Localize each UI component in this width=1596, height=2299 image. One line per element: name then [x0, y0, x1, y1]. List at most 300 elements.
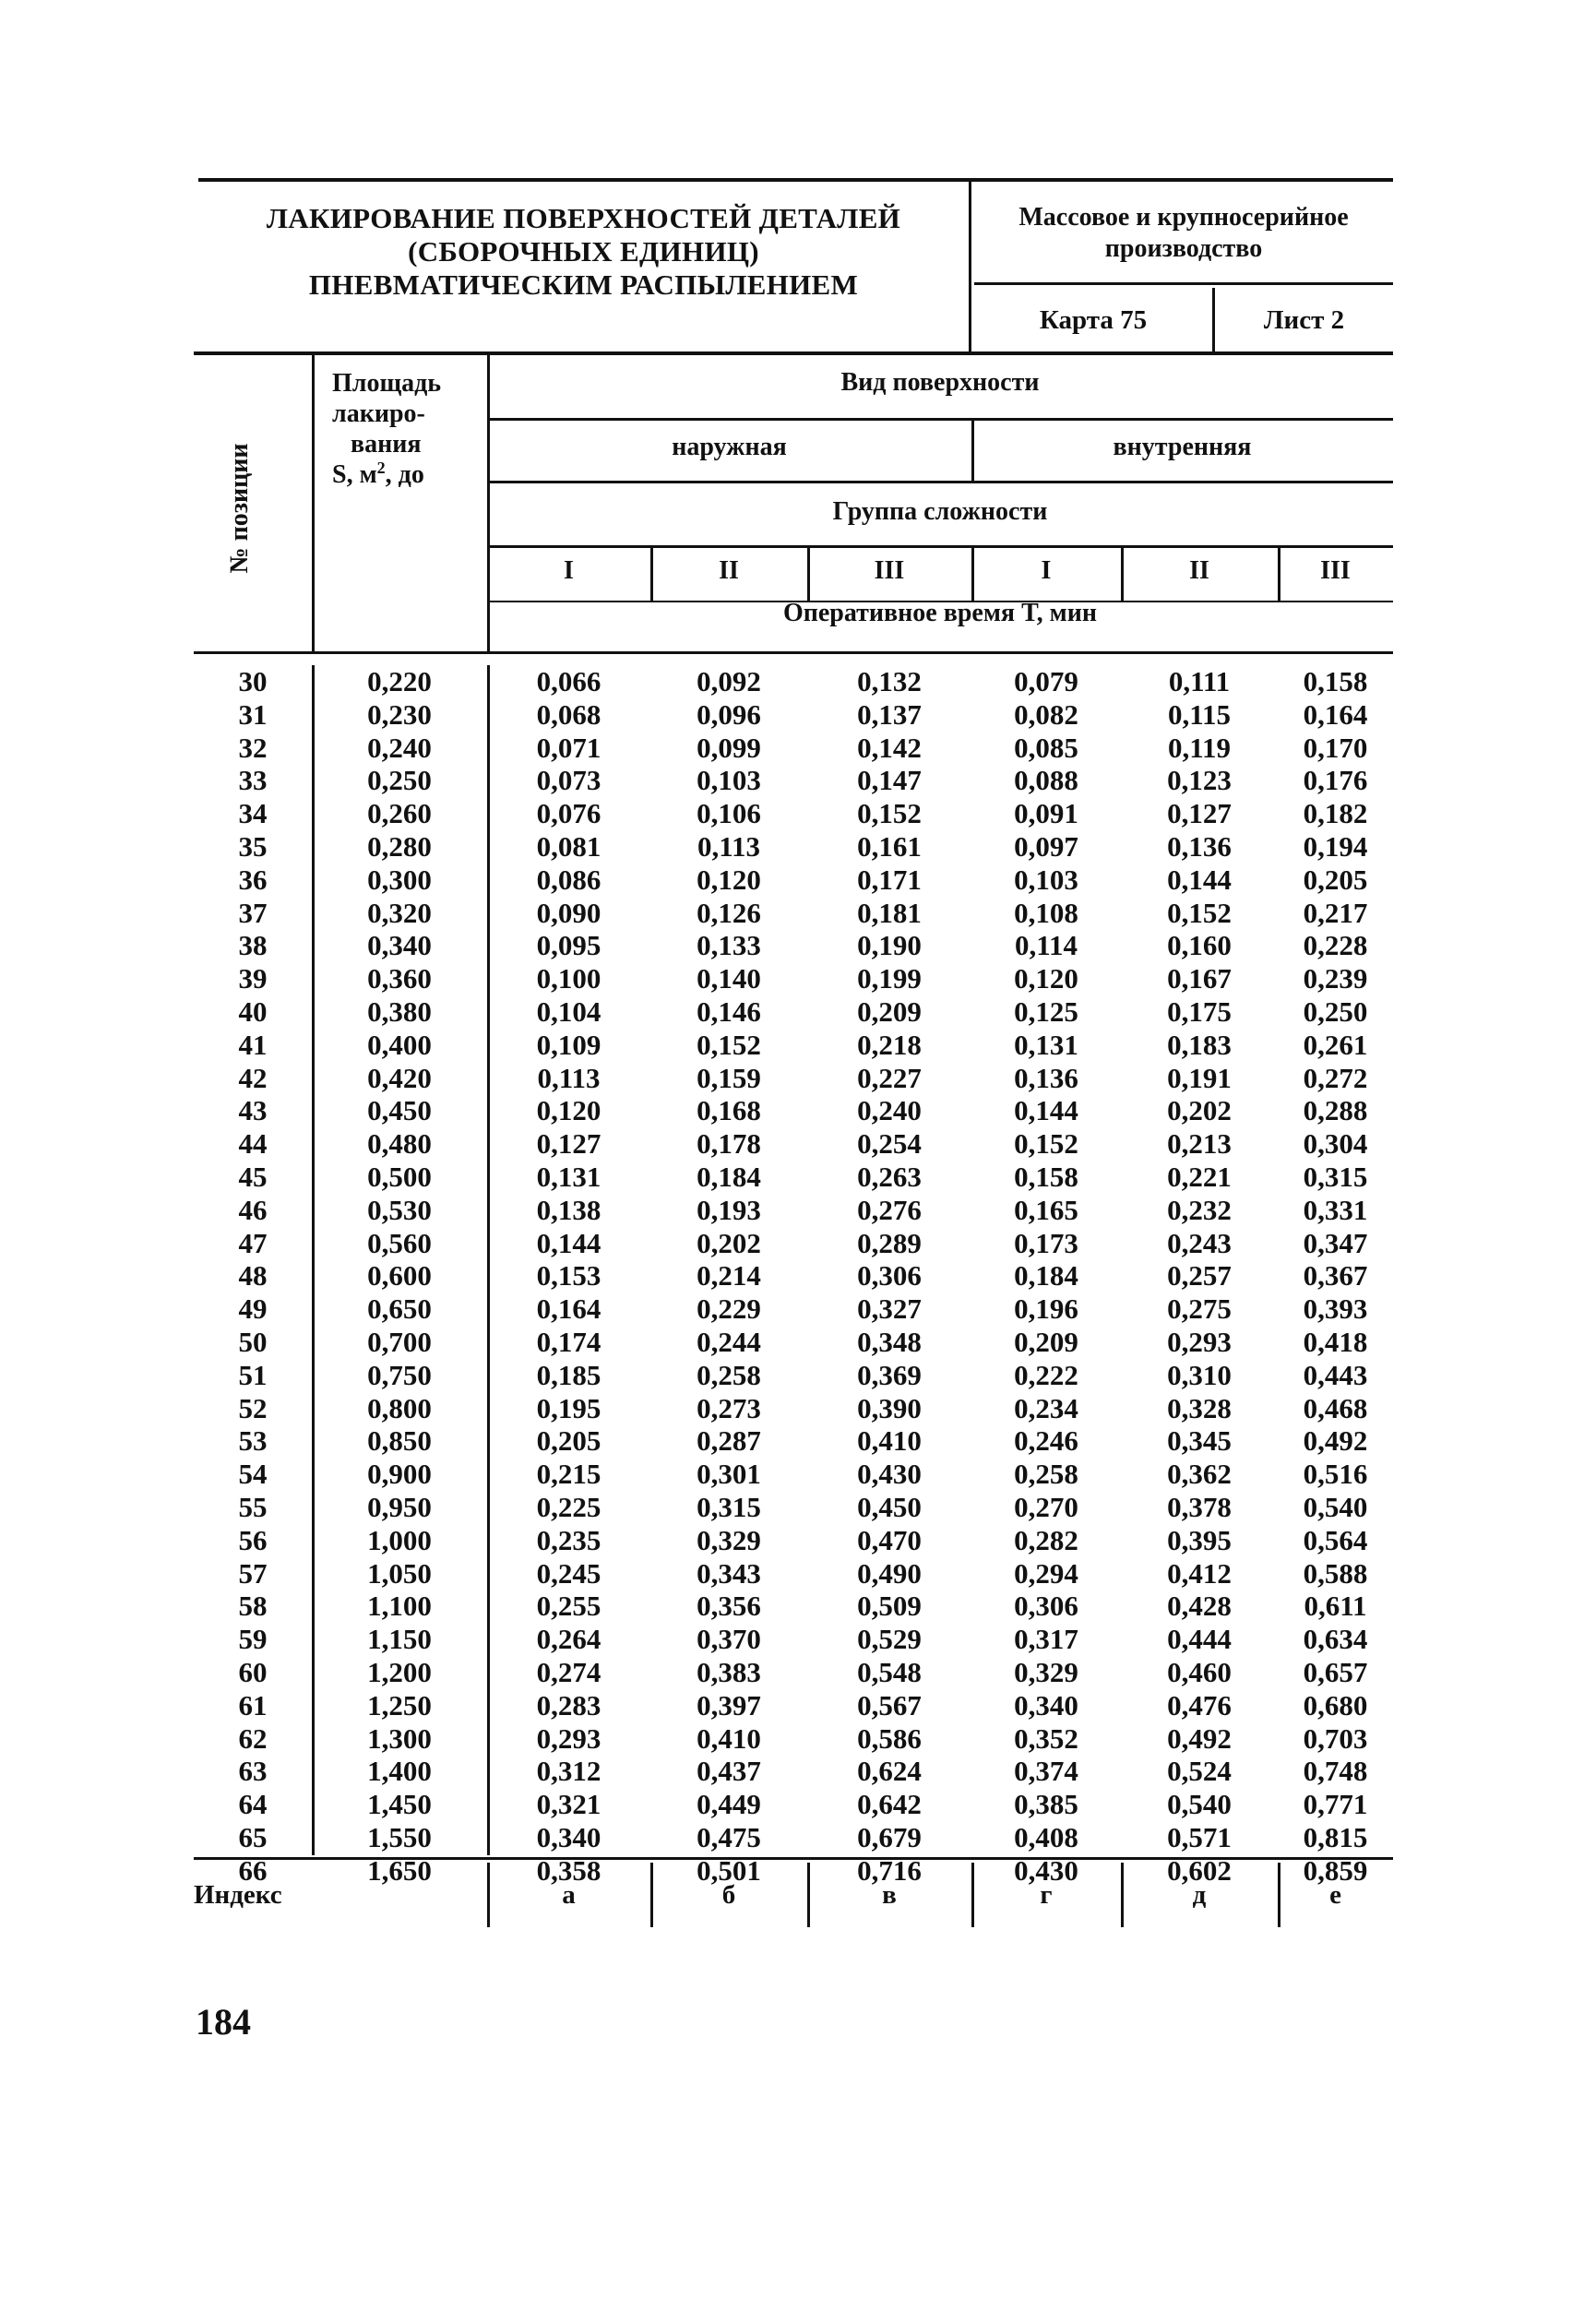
ext-group2-cell: 0,178: [697, 1127, 761, 1161]
ext-group2-cell: 0,258: [697, 1358, 761, 1391]
ext-group3-cell: 0,369: [857, 1358, 922, 1391]
int-group2-cell: 0,328: [1167, 1391, 1232, 1424]
int-group1-cell: 0,097: [1014, 830, 1078, 863]
ext-group1-cell: 0,235: [536, 1523, 601, 1556]
int-group1-cell: 0,136: [1014, 1061, 1078, 1094]
int-group3-cell: 0,182: [1303, 797, 1368, 830]
table-row: [194, 1623, 1393, 1656]
ext-group1-cell: 0,205: [536, 1424, 601, 1458]
int-group1-cell: 0,114: [1014, 929, 1078, 962]
card-number: Карта 75: [974, 288, 1215, 352]
index-letter: в: [882, 1880, 897, 1910]
table-row: [194, 1722, 1393, 1756]
table-row: [194, 1259, 1393, 1292]
ext-group3-cell: 0,276: [857, 1193, 922, 1226]
int-group3-cell: 0,288: [1303, 1094, 1368, 1127]
ext-group3-cell: 0,327: [857, 1292, 922, 1326]
ext-group1-cell: 0,321: [536, 1788, 601, 1821]
index-letter: б: [721, 1880, 736, 1910]
area-cell: 0,950: [367, 1491, 432, 1523]
int-group1-cell: 0,082: [1014, 697, 1078, 731]
group-header: I: [1041, 556, 1052, 585]
ext-group2-cell: 0,475: [697, 1821, 761, 1853]
table-row: [194, 1491, 1393, 1524]
area-cell: 1,100: [367, 1590, 432, 1623]
area-cell: 1,300: [367, 1721, 432, 1755]
table-row: [194, 764, 1393, 797]
int-group1-cell: 0,088: [1014, 764, 1078, 797]
ext-group1-cell: 0,104: [536, 995, 601, 1028]
ext-group1-cell: 0,071: [536, 731, 601, 764]
position-header-text: № позиции: [225, 443, 254, 574]
position-cell: 55: [238, 1491, 268, 1523]
int-group2-cell: 0,213: [1167, 1127, 1232, 1161]
area-cell: 0,560: [367, 1226, 432, 1259]
int-group2-cell: 0,395: [1167, 1523, 1232, 1556]
external-surface-header: наружная: [672, 433, 787, 461]
area-header-line: Площадь: [332, 369, 442, 398]
ext-group1-cell: 0,153: [536, 1259, 601, 1292]
ext-group1-cell: 0,113: [537, 1061, 601, 1094]
ext-group1-cell: 0,225: [536, 1491, 601, 1523]
int-group3-cell: 0,250: [1303, 995, 1368, 1028]
table-row: [194, 962, 1393, 995]
ext-group2-cell: 0,229: [697, 1292, 761, 1326]
int-group3-cell: 0,205: [1303, 863, 1368, 896]
surface-type-header: Вид поверхности: [840, 368, 1040, 397]
ext-group2-cell: 0,449: [697, 1788, 761, 1821]
position-cell: 31: [238, 697, 268, 731]
table-row: [194, 1689, 1393, 1722]
int-group3-cell: 0,367: [1303, 1259, 1368, 1292]
table-row: [194, 1194, 1393, 1227]
group-header: II: [1189, 556, 1209, 585]
int-group2-cell: 0,444: [1167, 1623, 1232, 1656]
ext-group2-cell: 0,092: [697, 665, 761, 697]
int-group3-cell: 0,347: [1303, 1226, 1368, 1259]
table-row: [194, 1127, 1393, 1161]
int-group2-cell: 0,144: [1167, 863, 1232, 896]
int-group1-cell: 0,234: [1014, 1391, 1078, 1424]
position-cell: 37: [238, 896, 268, 929]
table-row: [194, 1062, 1393, 1095]
ext-group1-cell: 0,215: [536, 1458, 601, 1491]
header-bottom-rule: [194, 651, 1393, 654]
sheet-number: Лист 2: [1263, 305, 1345, 335]
ext-group2-cell: 0,120: [697, 863, 761, 896]
group-header: II: [719, 556, 739, 585]
table-row: [194, 1788, 1393, 1821]
int-group2-cell: 0,115: [1167, 697, 1232, 731]
int-group1-cell: 0,317: [1014, 1623, 1078, 1656]
area-cell: 0,230: [367, 697, 432, 731]
int-group1-cell: 0,091: [1014, 797, 1078, 830]
int-group1-cell: 0,209: [1014, 1326, 1078, 1358]
index-letter: а: [562, 1880, 576, 1910]
int-group3-cell: 0,680: [1303, 1688, 1368, 1721]
ext-group2-cell: 0,287: [697, 1424, 761, 1458]
ext-group1-cell: 0,076: [536, 797, 601, 830]
int-group3-cell: 0,588: [1303, 1556, 1368, 1590]
complexity-group-header: Группа сложности: [832, 497, 1048, 526]
area-cell: 1,400: [367, 1755, 432, 1788]
ext-group1-cell: 0,086: [536, 863, 601, 896]
position-cell: 42: [238, 1061, 268, 1094]
page-number: 184: [196, 2001, 251, 2043]
position-cell: 52: [238, 1391, 268, 1424]
int-group2-cell: 0,524: [1167, 1755, 1232, 1788]
int-group1-cell: 0,329: [1014, 1656, 1078, 1688]
int-group3-cell: 0,272: [1303, 1061, 1368, 1094]
int-group3-cell: 0,748: [1303, 1755, 1368, 1788]
position-cell: 56: [238, 1523, 268, 1556]
int-group3-cell: 0,516: [1303, 1458, 1368, 1491]
area-cell: 0,250: [367, 764, 432, 797]
ext-group3-cell: 0,529: [857, 1623, 922, 1656]
area-cell: 0,500: [367, 1161, 432, 1193]
int-group3-cell: 0,443: [1303, 1358, 1368, 1391]
int-group2-cell: 0,378: [1167, 1491, 1232, 1523]
int-group1-cell: 0,165: [1014, 1193, 1078, 1226]
ext-group1-cell: 0,138: [536, 1193, 601, 1226]
int-group3-cell: 0,859: [1303, 1853, 1368, 1887]
ext-group1-cell: 0,100: [536, 962, 601, 995]
int-group1-cell: 0,085: [1014, 731, 1078, 764]
ext-group2-cell: 0,146: [697, 995, 761, 1028]
table-row: [194, 1359, 1393, 1392]
ext-group3-cell: 0,209: [857, 995, 922, 1028]
index-label: Индекс: [194, 1880, 282, 1910]
ext-group2-cell: 0,383: [697, 1656, 761, 1688]
table-row: [194, 1424, 1393, 1458]
ext-group2-cell: 0,103: [697, 764, 761, 797]
area-cell: 1,050: [367, 1556, 432, 1590]
int-group3-cell: 0,703: [1303, 1721, 1368, 1755]
int-group2-cell: 0,275: [1167, 1292, 1232, 1326]
int-group3-cell: 0,176: [1303, 764, 1368, 797]
int-group1-cell: 0,131: [1014, 1028, 1078, 1061]
area-cell: 0,360: [367, 962, 432, 995]
int-group3-cell: 0,170: [1303, 731, 1368, 764]
ext-group2-cell: 0,126: [697, 896, 761, 929]
int-group2-cell: 0,123: [1167, 764, 1232, 797]
table-row: [194, 1590, 1393, 1623]
table-row: [194, 1458, 1393, 1491]
int-group3-cell: 0,239: [1303, 962, 1368, 995]
int-group2-cell: 0,257: [1167, 1259, 1232, 1292]
position-cell: 48: [238, 1259, 268, 1292]
ext-group3-cell: 0,161: [857, 830, 922, 863]
int-group1-cell: 0,306: [1014, 1590, 1078, 1623]
internal-surface-header: внутренняя: [1113, 433, 1252, 461]
int-group3-cell: 0,315: [1303, 1161, 1368, 1193]
table-row: [194, 1557, 1393, 1590]
position-cell: 51: [238, 1358, 268, 1391]
area-cell: 0,260: [367, 797, 432, 830]
position-cell: 46: [238, 1193, 268, 1226]
int-group3-cell: 0,217: [1303, 896, 1368, 929]
position-column-header: [203, 370, 277, 647]
ext-group2-cell: 0,099: [697, 731, 761, 764]
position-cell: 58: [238, 1590, 268, 1623]
area-cell: 0,650: [367, 1292, 432, 1326]
ext-group3-cell: 0,306: [857, 1259, 922, 1292]
ext-group1-cell: 0,127: [536, 1127, 601, 1161]
int-group3-cell: 0,540: [1303, 1491, 1368, 1523]
int-group1-cell: 0,108: [1014, 896, 1078, 929]
int-group2-cell: 0,310: [1167, 1358, 1232, 1391]
ext-group2-cell: 0,397: [697, 1688, 761, 1721]
table-row: [194, 1326, 1393, 1359]
area-column-header: [332, 368, 489, 490]
area-cell: 0,300: [367, 863, 432, 896]
int-group2-cell: 0,243: [1167, 1226, 1232, 1259]
int-group1-cell: 0,125: [1014, 995, 1078, 1028]
area-cell: 0,320: [367, 896, 432, 929]
ext-group2-cell: 0,106: [697, 797, 761, 830]
col-divider: [312, 351, 315, 651]
ext-group2-cell: 0,356: [697, 1590, 761, 1623]
int-group1-cell: 0,352: [1014, 1721, 1078, 1755]
ext-group1-cell: 0,066: [536, 665, 601, 697]
ext-group3-cell: 0,450: [857, 1491, 922, 1523]
area-cell: 0,480: [367, 1127, 432, 1161]
group-header: I: [564, 556, 574, 585]
ext-group3-cell: 0,171: [857, 863, 922, 896]
ext-group3-cell: 0,289: [857, 1226, 922, 1259]
position-cell: 44: [238, 1127, 268, 1161]
int-group2-cell: 0,412: [1167, 1556, 1232, 1590]
ext-group2-cell: 0,301: [697, 1458, 761, 1491]
ext-group3-cell: 0,470: [857, 1523, 922, 1556]
ext-group2-cell: 0,096: [697, 697, 761, 731]
table-row: [194, 1755, 1393, 1788]
ext-group2-cell: 0,370: [697, 1623, 761, 1656]
int-group1-cell: 0,270: [1014, 1491, 1078, 1523]
int-group3-cell: 0,657: [1303, 1656, 1368, 1688]
int-group2-cell: 0,460: [1167, 1656, 1232, 1688]
ext-group1-cell: 0,195: [536, 1391, 601, 1424]
int-group2-cell: 0,119: [1167, 731, 1232, 764]
ext-group3-cell: 0,227: [857, 1061, 922, 1094]
table-row: [194, 830, 1393, 864]
table-row: [194, 929, 1393, 962]
position-cell: 62: [238, 1721, 268, 1755]
position-cell: 30: [238, 665, 268, 697]
area-cell: 0,400: [367, 1028, 432, 1061]
ext-group3-cell: 0,586: [857, 1721, 922, 1755]
int-group2-cell: 0,136: [1167, 830, 1232, 863]
table-row: [194, 1094, 1393, 1127]
group-header: III: [874, 556, 905, 585]
int-group2-cell: 0,602: [1167, 1853, 1232, 1887]
ext-group3-cell: 0,240: [857, 1094, 922, 1127]
int-group2-cell: 0,152: [1167, 896, 1232, 929]
ext-group1-cell: 0,358: [536, 1853, 601, 1887]
position-cell: 49: [238, 1292, 268, 1326]
int-group3-cell: 0,304: [1303, 1127, 1368, 1161]
ext-group1-cell: 0,095: [536, 929, 601, 962]
int-group2-cell: 0,183: [1167, 1028, 1232, 1061]
position-cell: 59: [238, 1623, 268, 1656]
int-group1-cell: 0,282: [1014, 1523, 1078, 1556]
area-cell: 0,900: [367, 1458, 432, 1491]
table-row: [194, 1227, 1393, 1260]
ext-group1-cell: 0,340: [536, 1821, 601, 1853]
ext-group3-cell: 0,137: [857, 697, 922, 731]
table-top-rule: [194, 351, 1393, 355]
int-group2-cell: 0,202: [1167, 1094, 1232, 1127]
ext-group1-cell: 0,255: [536, 1590, 601, 1623]
ext-group3-cell: 0,152: [857, 797, 922, 830]
int-group2-cell: 0,362: [1167, 1458, 1232, 1491]
int-group3-cell: 0,492: [1303, 1424, 1368, 1458]
int-group1-cell: 0,385: [1014, 1788, 1078, 1821]
ext-group1-cell: 0,274: [536, 1656, 601, 1688]
position-cell: 40: [238, 995, 268, 1028]
table-row: [194, 897, 1393, 930]
int-group2-cell: 0,476: [1167, 1688, 1232, 1721]
int-group3-cell: 0,228: [1303, 929, 1368, 962]
area-header-line: вания: [351, 430, 422, 459]
table-row: [194, 1392, 1393, 1425]
ext-group3-cell: 0,430: [857, 1458, 922, 1491]
index-row: [194, 1863, 1393, 1927]
ext-group2-cell: 0,193: [697, 1193, 761, 1226]
document-title: [198, 182, 971, 352]
ext-group3-cell: 0,142: [857, 731, 922, 764]
ext-group3-cell: 0,263: [857, 1161, 922, 1193]
ext-group3-cell: 0,218: [857, 1028, 922, 1061]
position-cell: 36: [238, 863, 268, 896]
table-row: [194, 797, 1393, 830]
int-group3-cell: 0,261: [1303, 1028, 1368, 1061]
ext-group2-cell: 0,343: [697, 1556, 761, 1590]
ext-group2-cell: 0,140: [697, 962, 761, 995]
int-group1-cell: 0,120: [1014, 962, 1078, 995]
table-row: [194, 665, 1393, 698]
area-cell: 0,220: [367, 665, 432, 697]
ext-group3-cell: 0,567: [857, 1688, 922, 1721]
area-cell: 0,380: [367, 995, 432, 1028]
int-group3-cell: 0,815: [1303, 1821, 1368, 1853]
ext-group2-cell: 0,159: [697, 1061, 761, 1094]
position-cell: 34: [238, 797, 268, 830]
header-meta: [974, 182, 1393, 352]
ext-group1-cell: 0,245: [536, 1556, 601, 1590]
int-group1-cell: 0,184: [1014, 1259, 1078, 1292]
area-cell: 0,280: [367, 830, 432, 863]
int-group3-cell: 0,564: [1303, 1523, 1368, 1556]
ext-group1-cell: 0,264: [536, 1623, 601, 1656]
table-row: [194, 1161, 1393, 1194]
int-group2-cell: 0,345: [1167, 1424, 1232, 1458]
ext-group2-cell: 0,168: [697, 1094, 761, 1127]
position-cell: 50: [238, 1326, 268, 1358]
int-group3-cell: 0,194: [1303, 830, 1368, 863]
int-group2-cell: 0,127: [1167, 797, 1232, 830]
ext-group2-cell: 0,244: [697, 1326, 761, 1358]
ext-group1-cell: 0,283: [536, 1688, 601, 1721]
ext-group2-cell: 0,501: [697, 1853, 761, 1887]
ext-group1-cell: 0,073: [536, 764, 601, 797]
area-cell: 0,700: [367, 1326, 432, 1358]
ext-group2-cell: 0,202: [697, 1226, 761, 1259]
position-cell: 66: [238, 1853, 268, 1887]
ext-group2-cell: 0,214: [697, 1259, 761, 1292]
area-cell: 0,530: [367, 1193, 432, 1226]
int-group2-cell: 0,221: [1167, 1161, 1232, 1193]
int-group1-cell: 0,408: [1014, 1821, 1078, 1853]
position-cell: 43: [238, 1094, 268, 1127]
index-letter: д: [1192, 1880, 1207, 1910]
ext-group2-cell: 0,315: [697, 1491, 761, 1523]
area-cell: 1,550: [367, 1821, 432, 1853]
ext-group3-cell: 0,132: [857, 665, 922, 697]
ext-group3-cell: 0,190: [857, 929, 922, 962]
int-group1-cell: 0,374: [1014, 1755, 1078, 1788]
ext-group1-cell: 0,185: [536, 1358, 601, 1391]
body-bottom-rule: [194, 1857, 1393, 1860]
int-group3-cell: 0,771: [1303, 1788, 1368, 1821]
int-group3-cell: 0,468: [1303, 1391, 1368, 1424]
ext-group3-cell: 0,509: [857, 1590, 922, 1623]
int-group1-cell: 0,246: [1014, 1424, 1078, 1458]
table-row: [194, 995, 1393, 1029]
ext-group3-cell: 0,716: [857, 1853, 922, 1887]
ext-group1-cell: 0,131: [536, 1161, 601, 1193]
ext-group3-cell: 0,410: [857, 1424, 922, 1458]
ext-group3-cell: 0,624: [857, 1755, 922, 1788]
ext-group3-cell: 0,490: [857, 1556, 922, 1590]
title-line: ПНЕВМАТИЧЕСКИМ РАСПЫЛЕНИЕМ: [308, 268, 859, 301]
ext-group1-cell: 0,174: [536, 1326, 601, 1358]
int-group2-cell: 0,167: [1167, 962, 1232, 995]
int-group2-cell: 0,232: [1167, 1193, 1232, 1226]
table-row: [194, 1292, 1393, 1326]
ext-group2-cell: 0,152: [697, 1028, 761, 1061]
ext-group3-cell: 0,199: [857, 962, 922, 995]
ext-group3-cell: 0,254: [857, 1127, 922, 1161]
ext-group1-cell: 0,090: [536, 896, 601, 929]
position-cell: 53: [238, 1424, 268, 1458]
ext-group2-cell: 0,410: [697, 1721, 761, 1755]
index-letter: г: [1040, 1880, 1053, 1910]
operation-time-header: Оперативное время T, мин: [782, 599, 1098, 627]
production-line: производство: [1104, 234, 1263, 263]
int-group1-cell: 0,258: [1014, 1458, 1078, 1491]
table-row: [194, 1029, 1393, 1062]
area-cell: 1,250: [367, 1688, 432, 1721]
area-header-line: лакиро-: [332, 399, 425, 428]
int-group3-cell: 0,634: [1303, 1623, 1368, 1656]
int-group2-cell: 0,428: [1167, 1590, 1232, 1623]
int-group1-cell: 0,144: [1014, 1094, 1078, 1127]
int-group2-cell: 0,492: [1167, 1721, 1232, 1755]
area-cell: 1,450: [367, 1788, 432, 1821]
area-unit: S, $м^2$, до: [332, 459, 424, 489]
int-group1-cell: 0,152: [1014, 1127, 1078, 1161]
ext-group2-cell: 0,329: [697, 1523, 761, 1556]
position-cell: 61: [238, 1688, 268, 1721]
group-header: III: [1320, 556, 1351, 585]
position-cell: 63: [238, 1755, 268, 1788]
int-group1-cell: 0,173: [1014, 1226, 1078, 1259]
int-group1-cell: 0,158: [1014, 1161, 1078, 1193]
table-row: [194, 864, 1393, 897]
ext-group1-cell: 0,164: [536, 1292, 601, 1326]
position-cell: 32: [238, 731, 268, 764]
